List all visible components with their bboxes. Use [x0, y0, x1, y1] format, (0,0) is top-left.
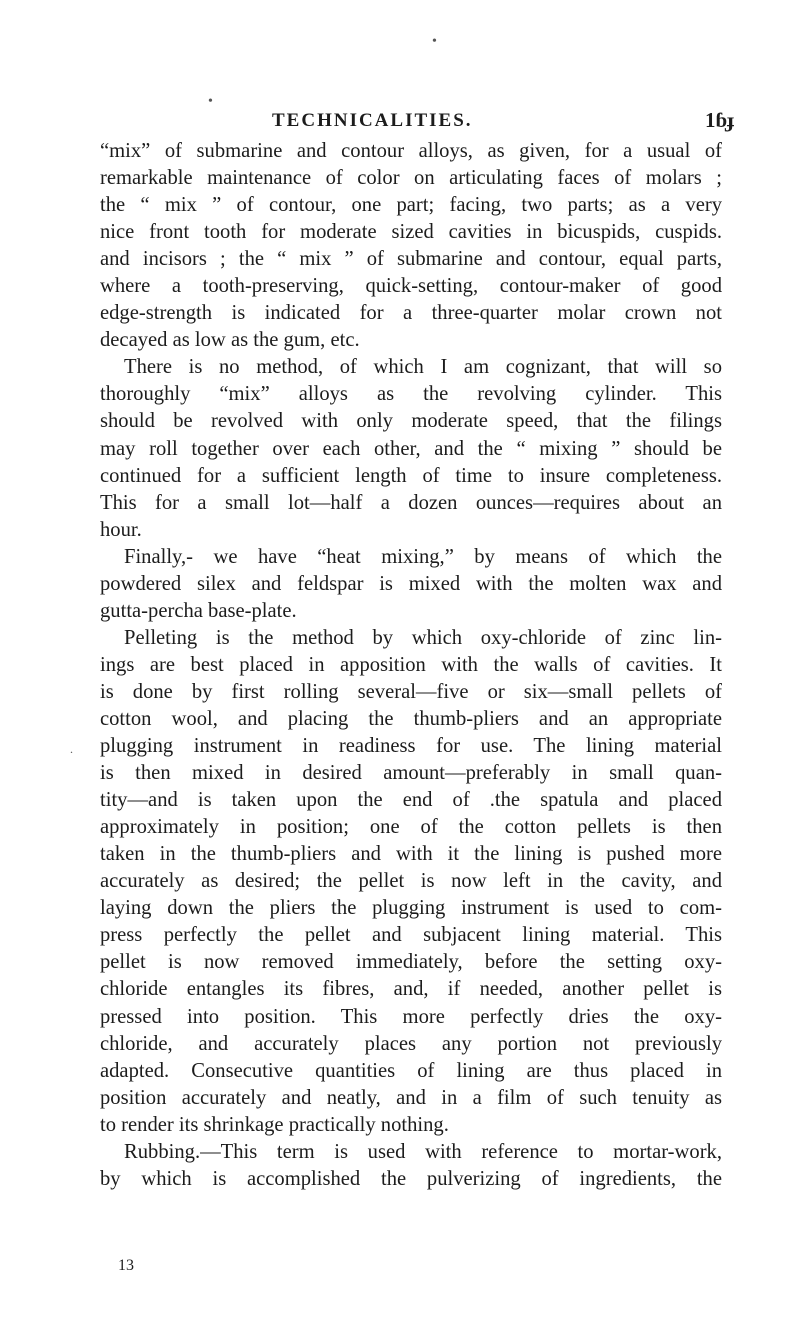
signature-mark: 13 — [118, 1257, 134, 1274]
text-line: pressed into position. This more perfectly dries the oxy- — [100, 1005, 722, 1028]
text-line: pellet is now removed immediately, before the setting oxy- — [100, 951, 722, 974]
body-text — [100, 138, 722, 1193]
text-line: hour. — [100, 518, 142, 541]
mid-mark: • — [208, 94, 213, 109]
text-line: powdered silex and feldspar is mixed with the molten wax and — [100, 572, 722, 595]
text-line: the “ mix ” of contour, one part; facing, two parts; as a very — [100, 194, 722, 217]
text-line: chloride entangles its fibres, and, if needed, another pellet is — [100, 978, 722, 1001]
text-line: thoroughly “mix” alloys as the revolving cylinder. This — [100, 383, 722, 406]
text-line: Pelleting is the method by which oxy-chloride of zinc lin- — [124, 626, 722, 649]
text-line: remarkable maintenance of color on articulating faces of molars ; — [100, 167, 722, 190]
text-line: approximately in position; one of the cotton pellets is then — [100, 816, 722, 839]
text-line: continued for a sufficient length of time to insure completeness. — [100, 464, 722, 487]
text-line: accurately as desired; the pellet is now left in the cavity, and — [100, 870, 722, 893]
text-line: to render its shrinkage practically nothing. — [100, 1113, 449, 1136]
text-line: nice front tooth for moderate sized cavities in bicuspids, cuspids. — [100, 221, 722, 244]
top-mark: • — [432, 34, 437, 49]
text-line: position accurately and neatly, and in a film of such tenuity as — [100, 1086, 722, 1109]
text-line: decayed as low as the gum, etc. — [100, 329, 360, 352]
text-line: press perfectly the pellet and subjacent lining material. This — [100, 924, 722, 947]
text-line: is done by first rolling several—five or six—small pellets of — [100, 680, 722, 703]
text-line: ings are best placed in apposition with the walls of cavities. It — [100, 653, 722, 676]
text-line: is then mixed in desired amount—preferably in small quan- — [100, 762, 722, 785]
text-line: chloride, and accurately places any portion not previously — [100, 1032, 722, 1055]
text-line: “mix” of submarine and contour alloys, as given, for a usual of — [100, 140, 722, 162]
text-line: edge-strength is indicated for a three-quarter molar crown not — [100, 302, 722, 325]
text-line: laying down the pliers the plugging instrument is used to com- — [100, 897, 722, 920]
text-line: There is no method, of which I am cognizant, that will so — [124, 356, 722, 379]
text-line: Finally,- we have “heat mixing,” by means of which the — [124, 545, 722, 568]
text-line: by which is accomplished the pulverizing of ingredients, the — [100, 1167, 722, 1190]
text-line: cotton wool, and placing the thumb-pliers and an appropriate — [100, 707, 722, 730]
text-line: tity—and is taken upon the end of .the spatula and placed — [100, 789, 722, 812]
page-number: 1ɓɟ — [705, 108, 735, 132]
text-line: taken in the thumb-pliers and with it the lining is pushed more — [100, 843, 722, 866]
text-line: adapted. Consecutive quantities of lining are thus placed in — [100, 1059, 722, 1082]
margin-mark: . — [70, 742, 73, 756]
text-line: may roll together over each other, and the “ mixing ” should be — [100, 437, 722, 460]
text-line: where a tooth-preserving, quick-setting, contour-maker of good — [100, 275, 722, 298]
text-line: gutta-percha base-plate. — [100, 599, 297, 622]
text-line: This for a small lot—half a dozen ounces—requires about an — [100, 491, 722, 514]
text-line: Rubbing.—This term is used with reference to mortar-work, — [124, 1140, 722, 1163]
text-line: should be revolved with only moderate speed, that the filings — [100, 410, 722, 433]
running-title: TECHNICALITIES. — [272, 110, 473, 131]
text-line: and incisors ; the “ mix ” of submarine and contour, equal parts, — [100, 248, 722, 271]
page-header — [0, 104, 800, 134]
text-line: plugging instrument in readiness for use. The lining material — [100, 735, 722, 758]
